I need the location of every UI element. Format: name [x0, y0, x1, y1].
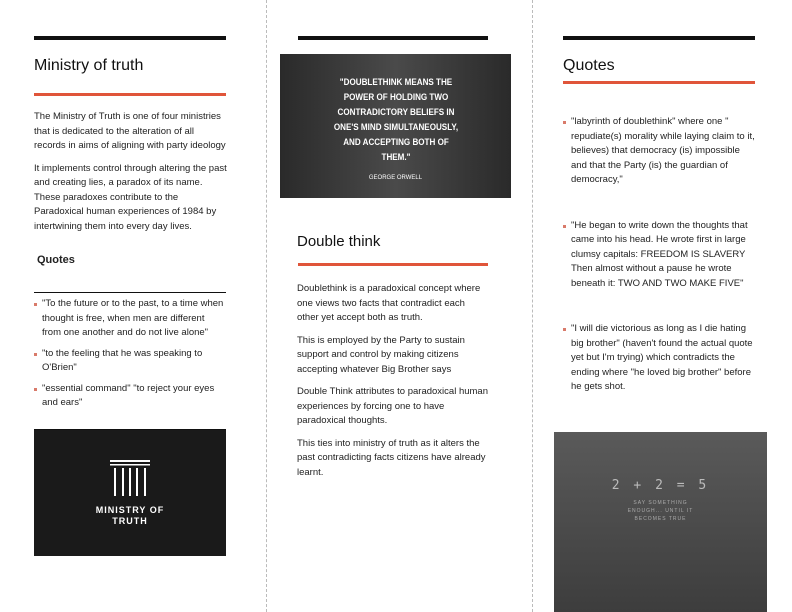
accent-rule: [563, 81, 755, 84]
accent-rule: [34, 93, 226, 96]
left-body: [34, 110, 228, 242]
ministry-logo-image: [34, 430, 226, 556]
logo-text: MINISTRY OF TRUTH: [95, 505, 165, 526]
accent-rule: [298, 263, 488, 266]
list-item: "I will die victorious as long as I die hating big brother" (haven't found the actual quote yet but I'm trying) which contradicts the ending where "he loved big brother" before he gets shot.: [563, 322, 757, 395]
paragraph: This ties into ministry of truth as it alters the past contradicting facts citizens have already learnt.: [297, 437, 486, 478]
top-bar: [298, 36, 488, 40]
list-item: "To the future or to the past, to a time when thought is free, when men are different from one another and do not live alone": [34, 297, 226, 341]
two-plus-two-image: [554, 432, 767, 612]
image-caption: SAY SOMETHING ENOUGH... UNTIL IT BECOMES TRUE: [627, 500, 694, 522]
image-quote: "DOUBLETHINK MEANS THE POWER OF HOLDING TWO CONTRADICTORY BELIEFS IN ONE'S MIND SIMULTANEOUSLY, AND ACCEPTING BOTH OF THEM.": [333, 77, 458, 163]
panel-title: Quotes: [563, 57, 615, 74]
list-item: "labyrinth of doublethink" where one " repudiate(s) morality while laying claim to it, believes) that democracy (is) impossible and that the Party (is) the guardian of democracy,": [563, 115, 757, 188]
image-author: GEORGE ORWELL: [368, 175, 423, 181]
quotes-heading: Quotes: [37, 254, 75, 266]
middle-body: [297, 282, 489, 488]
quote-list: [34, 297, 226, 411]
rule: [34, 292, 226, 293]
pillars-logo-icon: [110, 460, 150, 496]
top-bar: [563, 36, 755, 40]
paragraph: The Ministry of Truth is one of four ministries that is dedicated to the alteration of all records in aims of aligning with party ideology: [34, 111, 226, 151]
top-bar: [34, 36, 226, 40]
paragraph: Doublethink is a paradoxical concept where one views two facts that contradict each other yet accept both as truth.: [297, 283, 481, 323]
list-item: "He began to write down the thoughts that came into his head. He wrote first in large clumsy capitals: FREEDOM IS SLAVERY Then almost without a pause he wrote beneath it: TWO AND TWO MAKE FIVE": [563, 219, 757, 292]
orwell-quote-image: [280, 54, 511, 198]
panel-title: Ministry of truth: [34, 57, 144, 74]
paragraph: This is employed by the Party to sustain support and control by making citizens accepting whatever Big Brother says: [297, 334, 465, 375]
image-equation: 2 + 2 = 5: [611, 478, 710, 493]
panel-divider: [532, 0, 533, 612]
panel-divider: [266, 0, 267, 612]
paragraph: Double Think attributes to paradoxical human experiences by forcing one to have paradoxical thoughts.: [297, 386, 488, 426]
list-item: "essential command" "to reject your eyes and ears": [34, 382, 226, 411]
paragraph: It implements control through altering the past and creating lies, a paradox of its name. These paradoxes contribute to the Paradoxical human experiences of 1984 by intertwining them into every day lives.: [34, 162, 227, 232]
list-item: "to the feeling that he was speaking to O'Brien": [34, 347, 226, 376]
quote-list: [563, 115, 757, 395]
panel-title: Double think: [297, 233, 381, 250]
